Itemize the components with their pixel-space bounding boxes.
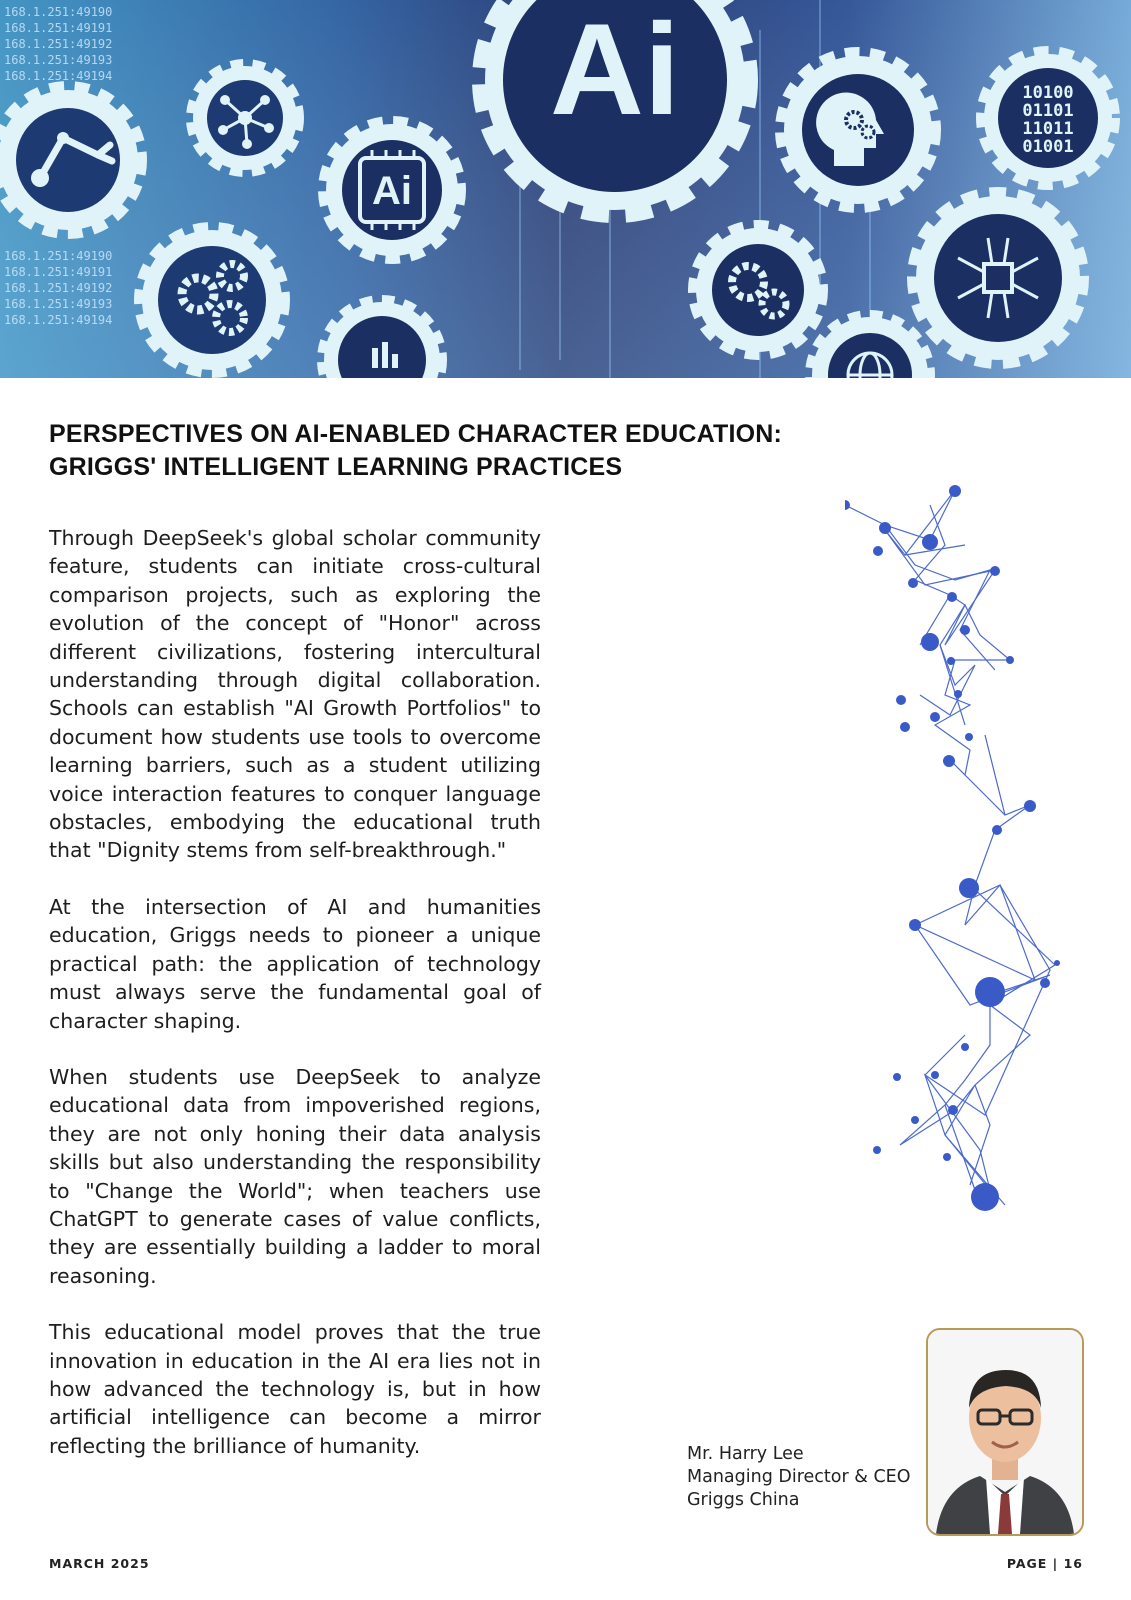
- author-info: [687, 1443, 911, 1512]
- cogs-gear-icon: [142, 230, 282, 370]
- article-body: [49, 524, 541, 1488]
- svg-text:168.1.251:49193: 168.1.251:49193: [4, 297, 113, 311]
- settings-cogs-gear-icon: [696, 228, 820, 352]
- svg-text:Ai: Ai: [550, 0, 680, 142]
- binary-code-gear-icon: [984, 54, 1112, 182]
- author-portrait: [926, 1328, 1084, 1536]
- svg-text:10100: 10100: [1022, 83, 1074, 103]
- paragraph-3: When students use DeepSeek to analyze educational data from impoverished regions, they are not only honing their data analysis skills but also understanding the responsibility to "Change the World"; when teachers use ChatGPT to generate cases of value conflicts, they are essentially building a ladder to moral reasoning.: [49, 1064, 541, 1288]
- brain-gears-head-icon: [784, 56, 932, 204]
- author-role: Managing Director & CEO: [687, 1467, 911, 1487]
- issue-date: MARCH 2025: [49, 1556, 150, 1571]
- network-hub-gear-icon: [193, 66, 297, 170]
- svg-text:168.1.251:49193: 168.1.251:49193: [4, 53, 113, 67]
- author-company: Griggs China: [687, 1490, 800, 1510]
- page-number: PAGE | 16: [1006, 1556, 1083, 1571]
- svg-text:168.1.251:49194: 168.1.251:49194: [4, 313, 113, 327]
- hero-ai-gears-illustration: [0, 0, 1131, 378]
- svg-text:168.1.251:49190: 168.1.251:49190: [4, 249, 113, 263]
- author-portrait-illustration: [928, 1330, 1082, 1534]
- hero-banner: [0, 0, 1131, 378]
- article-title-line-2: GRIGGS' INTELLIGENT LEARNING PRACTICES: [49, 453, 623, 481]
- svg-text:01101: 01101: [1022, 101, 1074, 121]
- article-title-line-1: PERSPECTIVES ON AI-ENABLED CHARACTER EDUCATION:: [49, 420, 783, 448]
- paragraph-4: This educational model proves that the true innovation in education in the AI era lies not in how advanced the technology is, but in how artificial intelligence can become a mirror reflecting the brilliance of humanity.: [49, 1320, 541, 1458]
- paragraph-2: At the intersection of AI and humanities education, Griggs needs to pioneer a unique practical path: the application of technology must always serve the fundamental goal of character shaping.: [49, 894, 541, 1033]
- paragraph-1: Through DeepSeek's global scholar community feature, students can initiate cross-cultural comparison projects, such as exploring the evolution of the concept of "Honor" across different civilizations, fostering intercultural understanding through digital collaboration. Schools can establish "AI Growth Portfolios" to document how students use tools to overcome learning barriers, such as a student utilizing voice interaction features to conquer language obstacles, embodying the educational truth that "Dignity stems from self-breakthrough.": [49, 526, 541, 863]
- svg-text:168.1.251:49192: 168.1.251:49192: [4, 281, 113, 295]
- svg-text:168.1.251:49194: 168.1.251:49194: [4, 69, 113, 83]
- robot-arm-gear-icon: [0, 90, 138, 230]
- svg-text:11011: 11011: [1022, 119, 1074, 139]
- svg-text:168.1.251:49190: 168.1.251:49190: [4, 5, 113, 19]
- network-nodes-decoration: [845, 485, 1085, 1235]
- svg-text:Ai: Ai: [372, 169, 412, 213]
- big-ai-gear-icon: [485, 0, 745, 210]
- ai-chip-gear-icon: [326, 124, 458, 256]
- author-name: Mr. Harry Lee: [687, 1444, 804, 1464]
- circuit-chip-gear-icon: [916, 196, 1080, 360]
- svg-text:01001: 01001: [1022, 137, 1074, 157]
- svg-text:168.1.251:49191: 168.1.251:49191: [4, 21, 113, 35]
- article-title: [49, 418, 849, 484]
- svg-text:168.1.251:49191: 168.1.251:49191: [4, 265, 113, 279]
- svg-text:168.1.251:49192: 168.1.251:49192: [4, 37, 113, 51]
